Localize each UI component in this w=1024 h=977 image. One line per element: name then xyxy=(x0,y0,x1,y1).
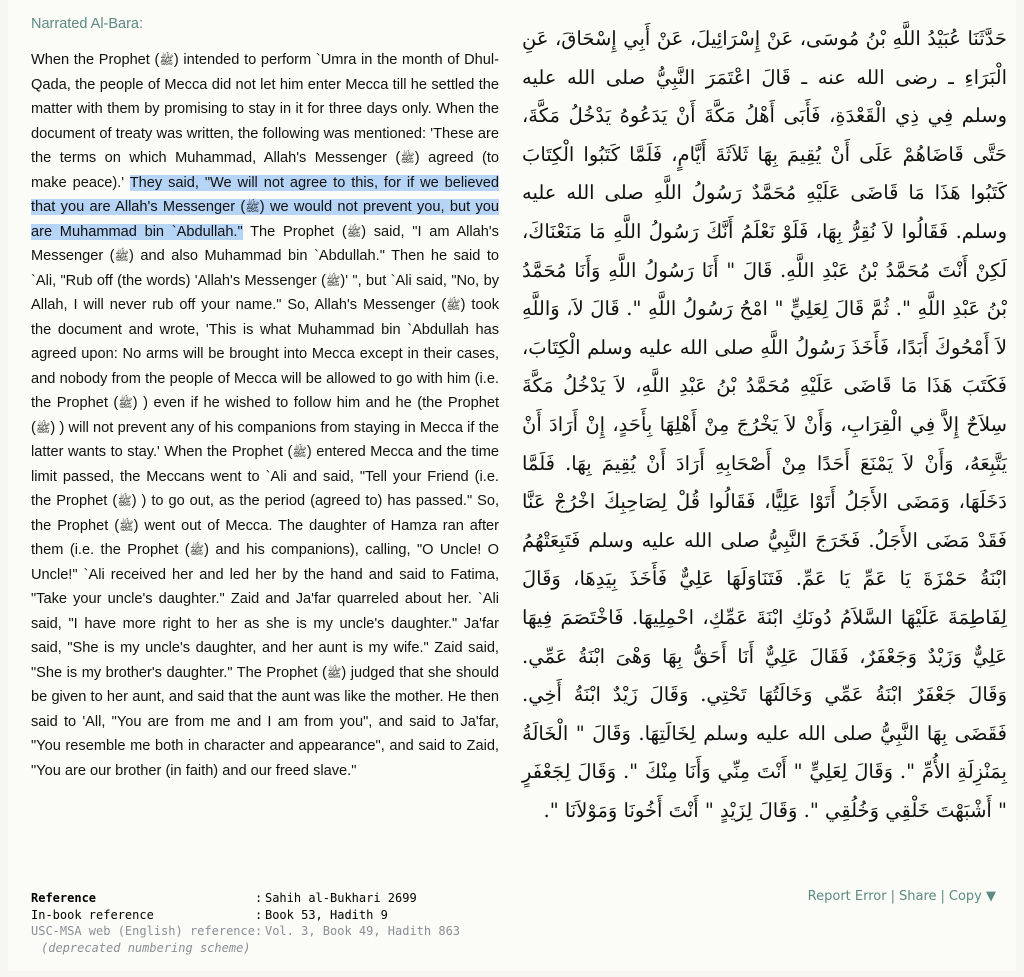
reference-separator: : xyxy=(254,924,263,938)
saw-glyph: ﷺ xyxy=(159,53,174,67)
english-segment: ) took the document and wrote, 'This is what Muhammad bin `Abdullah has agreed upon: No arms will be brought into Mecca except in their cases, and nobody from the people of Mecca will be allowed to go with him (i.e. the Prophet ( xyxy=(31,297,499,411)
saw-glyph: ﷺ xyxy=(119,518,134,533)
english-segment: ) judged that she should be given to her aunt, and said that the aunt was like the mother. He then said to 'All, "You are from me and I am from you", and said to Ja'far, "You resemble me both in character and appearance", and said to Zaid, "You are our brother (in faith) and our freed slave." xyxy=(31,664,499,779)
saw-glyph: ﷺ xyxy=(245,200,260,214)
action-separator: | xyxy=(940,889,945,904)
english-segment: ) ) to go out, as the period (agreed to) has passed." So, the Prophet ( xyxy=(31,493,499,534)
action-separator: | xyxy=(890,889,895,904)
saw-glyph: ﷺ xyxy=(400,151,415,165)
english-segment: ) ) will not prevent any of his companions from staying in Mecca if the latter wants to stay.' When the Prophet ( xyxy=(31,419,499,460)
english-segment: ) agreed (to make peace).' xyxy=(31,150,499,191)
saw-glyph: ﷺ xyxy=(346,224,362,239)
reference-table xyxy=(31,890,460,956)
saw-glyph: ﷺ xyxy=(118,396,133,410)
reference-separator: : xyxy=(254,907,263,922)
report-error-link[interactable]: Report Error xyxy=(807,889,887,904)
saw-glyph: ﷺ xyxy=(326,665,342,680)
saw-glyph: ﷺ xyxy=(117,494,132,508)
reference-row xyxy=(31,940,460,957)
reference-row xyxy=(31,923,460,940)
reference-label: Reference xyxy=(31,891,97,905)
english-segment: ) entered Mecca and the time limit passed, the Meccans went to `Ali and said, "Tell your Friend (i.e. the Prophet ( xyxy=(31,444,499,509)
saw-glyph: ﷺ xyxy=(292,445,307,459)
saw-glyph: ﷺ xyxy=(189,543,205,557)
reference-label: In-book reference xyxy=(31,907,154,922)
english-segment: When the Prophet ( xyxy=(31,52,160,68)
hadith-container xyxy=(8,0,1016,971)
english-segment: ) we would not prevent you, but you are Muhammad bin `Abdullah." xyxy=(31,199,499,240)
saw-glyph: ﷺ xyxy=(325,273,341,288)
reference-value: Sahih al-Bukhari 2699 xyxy=(264,891,417,905)
english-segment: ) went out of Mecca. The daughter of Hamza ran after them (i.e. the Prophet ( xyxy=(31,517,499,558)
reference-separator: : xyxy=(254,891,263,905)
saw-glyph: ﷺ xyxy=(35,420,51,435)
english-segment: ) and also Muhammad bin `Abdullah." Then he said to `Ali, "Rub off (the words) 'Allah's Messenger ( xyxy=(31,248,499,289)
reference-value: Vol. 3, Book 49, Hadith 863 xyxy=(264,924,461,938)
english-segment: ) intended to perform `Umra in the month of Dhul-Qada, the people of Mecca did not let him enter Mecca till he settled the matter with them by promising to stay in it for three days only. When the document of treaty was written, the following was mentioned: 'These are the terms on which Muhammad, Allah's Messenger ( xyxy=(31,52,499,166)
english-segment: ) said, "I am Allah's Messenger ( xyxy=(31,223,499,264)
english-segment: ) and his companions), calling, "O Uncle! O Uncle!" `Ali received her and led her by the hand and said to Fatima, "Take your uncle's daughter." Zaid and Ja'far quarreled about her. `Ali said, "I have more right to her as she is my uncle's daughter." Ja'far said, "She is my uncle's daughter, and her aunt is my wife." Zaid said, "She is my brother's daughter." The Prophet ( xyxy=(31,542,499,681)
arabic-text: حَدَّثَنَا عُبَيْدُ اللَّهِ بْنُ مُوسَى، عَنْ إِسْرَائِيلَ، عَنْ أَبِي إِسْحَاقَ، عَنِ الْبَرَاءِ ـ رضى الله عنه ـ قَالَ اعْتَمَرَ النَّبِيُّ صلى الله عليه وسلم فِي ذِي الْقَعْدَةِ، فَأَبَى أَهْلُ مَكَّةَ أَنْ يَدَعُوهُ يَدْخُلُ مَكَّةَ، حَتَّى قَاضَاهُمْ عَلَى أَنْ يُقِيمَ بِهَا ثَلاَثَةَ أَيَّامٍ، فَلَمَّا كَتَبُوا الْكِتَابَ كَتَبُوا هَذَا مَا قَاضَى عَلَيْهِ مُحَمَّدٌ رَسُولُ اللَّهِ صلى الله عليه وسلم. فَقَالُوا لاَ نُقِرُّ بِهَا، فَلَوْ نَعْلَمُ أَنَّكَ رَسُولُ اللَّهِ مَا مَنَعْنَاكَ، لَكِنْ أَنْتَ مُحَمَّدُ بْنُ عَبْدِ اللَّهِ‏.‏ قَالَ ‏"‏ أَنَا رَسُولُ اللَّهِ وَأَنَا مُحَمَّدُ بْنُ عَبْدِ اللَّهِ ‏"‏‏.‏ ثُمَّ قَالَ لِعَلِيٍّ ‏"‏ امْحُ رَسُولُ اللَّهِ ‏"‏‏.‏ قَالَ لاَ، وَاللَّهِ لاَ أَمْحُوكَ أَبَدًا، فَأَخَذَ رَسُولُ اللَّهِ صلى الله عليه وسلم الْكِتَابَ، فَكَتَبَ هَذَا مَا قَاضَى عَلَيْهِ مُحَمَّدُ بْنُ عَبْدِ اللَّهِ، لاَ يَدْخُلُ مَكَّةَ سِلاَحٌ إِلاَّ فِي الْقِرَابِ، وَأَنْ لاَ يَخْرُجَ مِنْ أَهْلِهَا بِأَحَدٍ، إِنْ أَرَادَ أَنْ يَتَّبِعَهُ، وَأَنْ لاَ يَمْنَعَ أَحَدًا مِنْ أَصْحَابِهِ أَرَادَ أَنْ يُقِيمَ بِهَا‏.‏ فَلَمَّا دَخَلَهَا، وَمَضَى الأَجَلُ أَتَوْا عَلِيًّا، فَقَالُوا قُلْ لِصَاحِبِكَ اخْرُجْ عَنَّا فَقَدْ مَضَى الأَجَلُ‏.‏ فَخَرَجَ النَّبِيُّ صلى الله عليه وسلم فَتَبِعَتْهُمُ ابْنَةُ حَمْزَةَ يَا عَمِّ يَا عَمِّ‏.‏ فَتَنَاوَلَهَا عَلِيٌّ فَأَخَذَ بِيَدِهَا، وَقَالَ لِفَاطِمَةَ عَلَيْهَا السَّلاَمُ دُونَكِ ابْنَةَ عَمِّكِ، احْمِلِيهَا‏.‏ فَاخْتَصَمَ فِيهَا عَلِيٌّ وَزَيْدٌ وَجَعْفَرٌ، فَقَالَ عَلِيٌّ أَنَا أَحَقُّ بِهَا وَهْىَ ابْنَةُ عَمِّي‏.‏ وَقَالَ جَعْفَرٌ ابْنَةُ عَمِّي وَخَالَتُهَا تَحْتِي‏.‏ وَقَالَ زَيْدٌ ابْنَةُ أَخِي‏.‏ فَقَضَى بِهَا النَّبِيُّ صلى الله عليه وسلم لِخَالَتِهَا‏.‏ وَقَالَ ‏"‏ الْخَالَةُ بِمَنْزِلَةِ الأُمِّ ‏"‏‏.‏ وَقَالَ لِعَلِيٍّ ‏"‏ أَنْتَ مِنِّي وَأَنَا مِنْكَ ‏"‏‏.‏ وَقَالَ لِجَعْفَرٍ ‏"‏ أَشْبَهْتَ خَلْقِي وَخُلُقِي ‏"‏‏.‏ وَقَالَ لِزَيْدٍ ‏"‏ أَنْتَ أَخُونَا وَمَوْلاَنَا ‏"‏‏.‏ xyxy=(522,27,1007,822)
deprecated-note: (deprecated numbering scheme) xyxy=(41,940,251,955)
english-segment: ) ) even if he wished to follow him and he (the Prophet ( xyxy=(31,395,499,436)
reference-row xyxy=(31,890,460,907)
share-link[interactable]: Share xyxy=(898,889,937,904)
reference-row xyxy=(31,907,460,924)
reference-label: USC-MSA web (English) reference xyxy=(31,924,255,938)
english-segment: )' ", but `Ali said, "No, by Allah, I will never rub off your name." So, Allah's Messenger ( xyxy=(31,272,499,313)
english-text xyxy=(31,48,499,783)
saw-glyph: ﷺ xyxy=(446,298,461,312)
hadith-actions xyxy=(808,889,996,904)
saw-glyph: ﷺ xyxy=(114,249,130,263)
narrator-heading: Narrated Al-Bara: xyxy=(31,16,144,32)
english-segment: The Prophet ( xyxy=(242,223,347,240)
english-segment: They said, "We will not agree to this, for if we believed that you are Allah's Messenger ( xyxy=(31,174,499,215)
copy-dropdown[interactable]: Copy ▼ xyxy=(948,889,996,904)
reference-value: Book 53, Hadith 9 xyxy=(264,907,388,922)
